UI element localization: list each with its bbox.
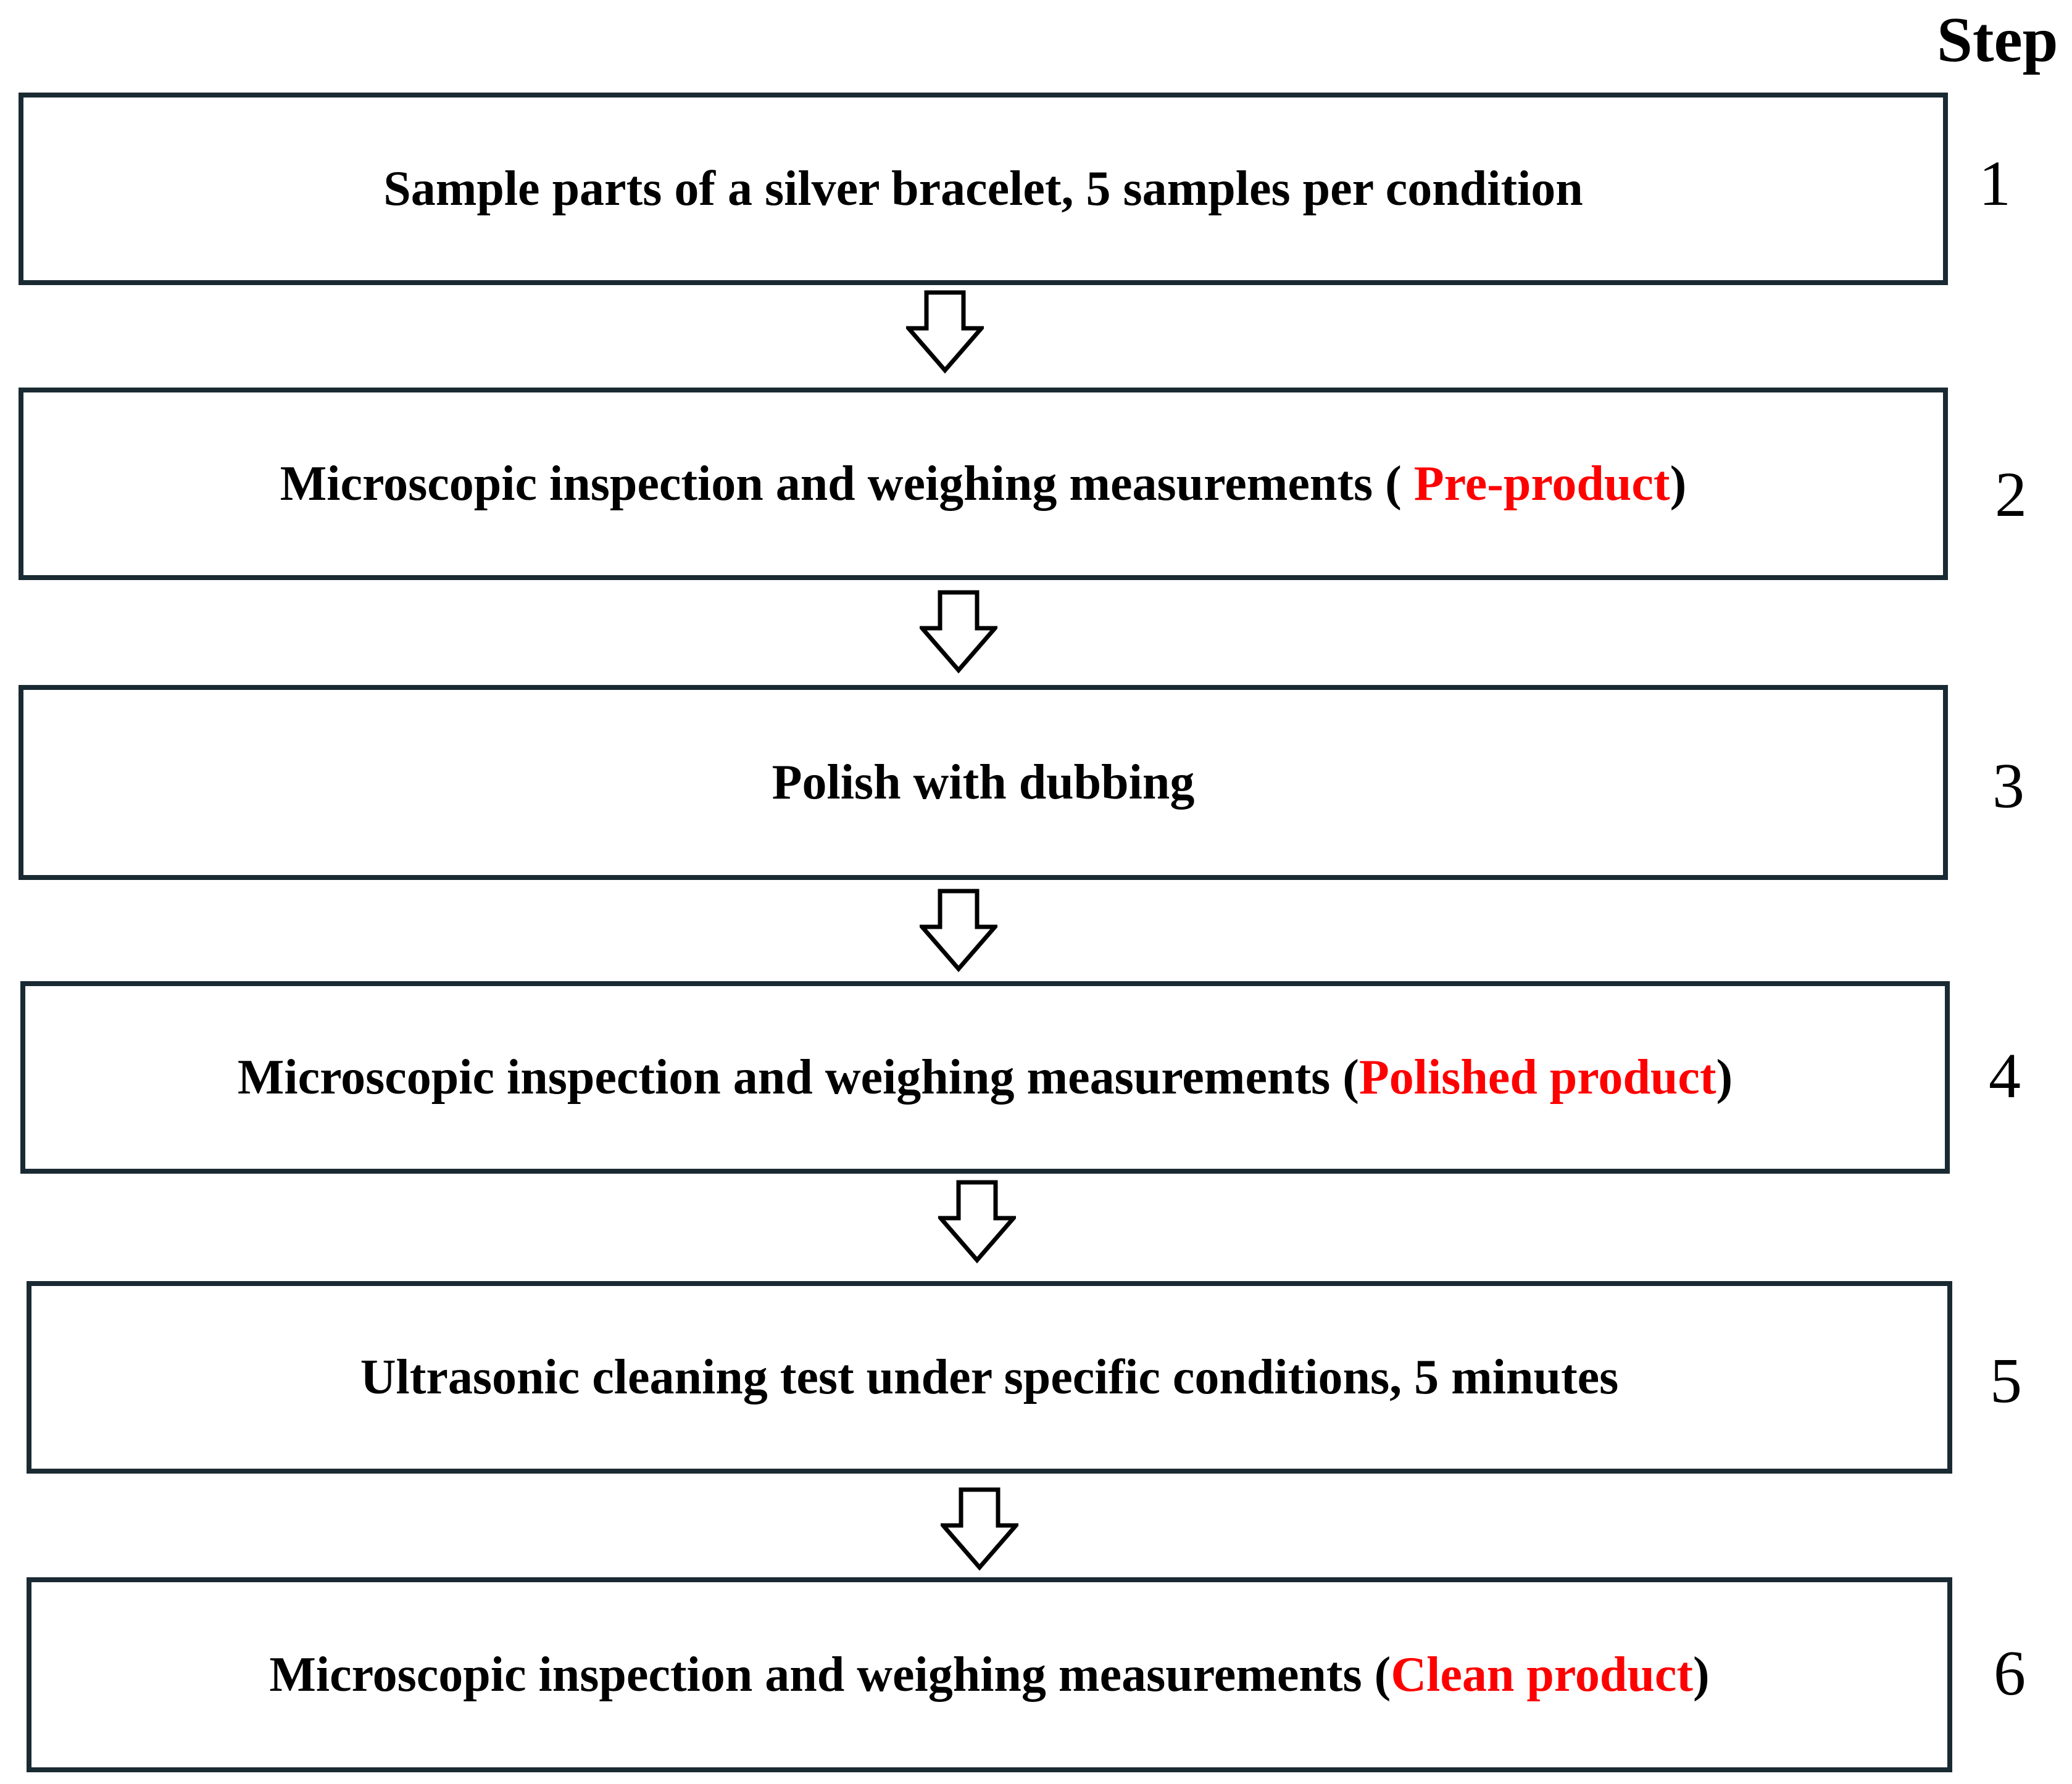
- down-arrow-icon: [938, 1180, 1016, 1264]
- step-box-4: [20, 981, 1950, 1174]
- step-2-text: Microscopic inspection and weighing measurements (: [280, 457, 1414, 511]
- step-box-5: [27, 1281, 1952, 1474]
- down-arrow-icon: [920, 889, 997, 973]
- step-2-text-end: ): [1670, 457, 1687, 511]
- step-number-3: 3: [1992, 750, 2024, 821]
- step-2-highlight: Pre-product: [1413, 457, 1670, 511]
- step-6-text-end: ): [1693, 1648, 1710, 1702]
- step-box-3: [19, 685, 1948, 880]
- step-column-header: Step: [1937, 4, 2058, 75]
- step-box-1: [19, 93, 1948, 285]
- step-4-highlight: Polished product: [1358, 1050, 1716, 1105]
- step-number-6: 6: [1994, 1638, 2026, 1709]
- step-6-label: [269, 1648, 1710, 1702]
- step-6-text: Microscopic inspection and weighing measurements (: [269, 1648, 1391, 1702]
- step-number-4: 4: [1989, 1040, 2021, 1111]
- step-4-label: [237, 1050, 1733, 1105]
- step-box-2: [19, 388, 1948, 580]
- step-4-text: Microscopic inspection and weighing measurements (: [237, 1050, 1359, 1105]
- step-4-text-end: ): [1716, 1050, 1733, 1105]
- down-arrow-icon: [906, 290, 984, 374]
- down-arrow-icon: [920, 590, 997, 674]
- step-box-6: [27, 1577, 1952, 1772]
- step-3-label: Polish with dubbing: [772, 755, 1195, 810]
- step-2-label: [280, 457, 1687, 511]
- down-arrow-icon: [941, 1487, 1018, 1571]
- step-1-label: Sample parts of a silver bracelet, 5 samples per condition: [383, 162, 1583, 216]
- step-5-label: Ultrasonic cleaning test under specific conditions, 5 minutes: [360, 1350, 1619, 1404]
- step-number-2: 2: [1995, 459, 2027, 530]
- step-number-5: 5: [1990, 1345, 2022, 1416]
- step-number-1: 1: [1979, 148, 2011, 219]
- step-6-highlight: Clean product: [1391, 1648, 1694, 1702]
